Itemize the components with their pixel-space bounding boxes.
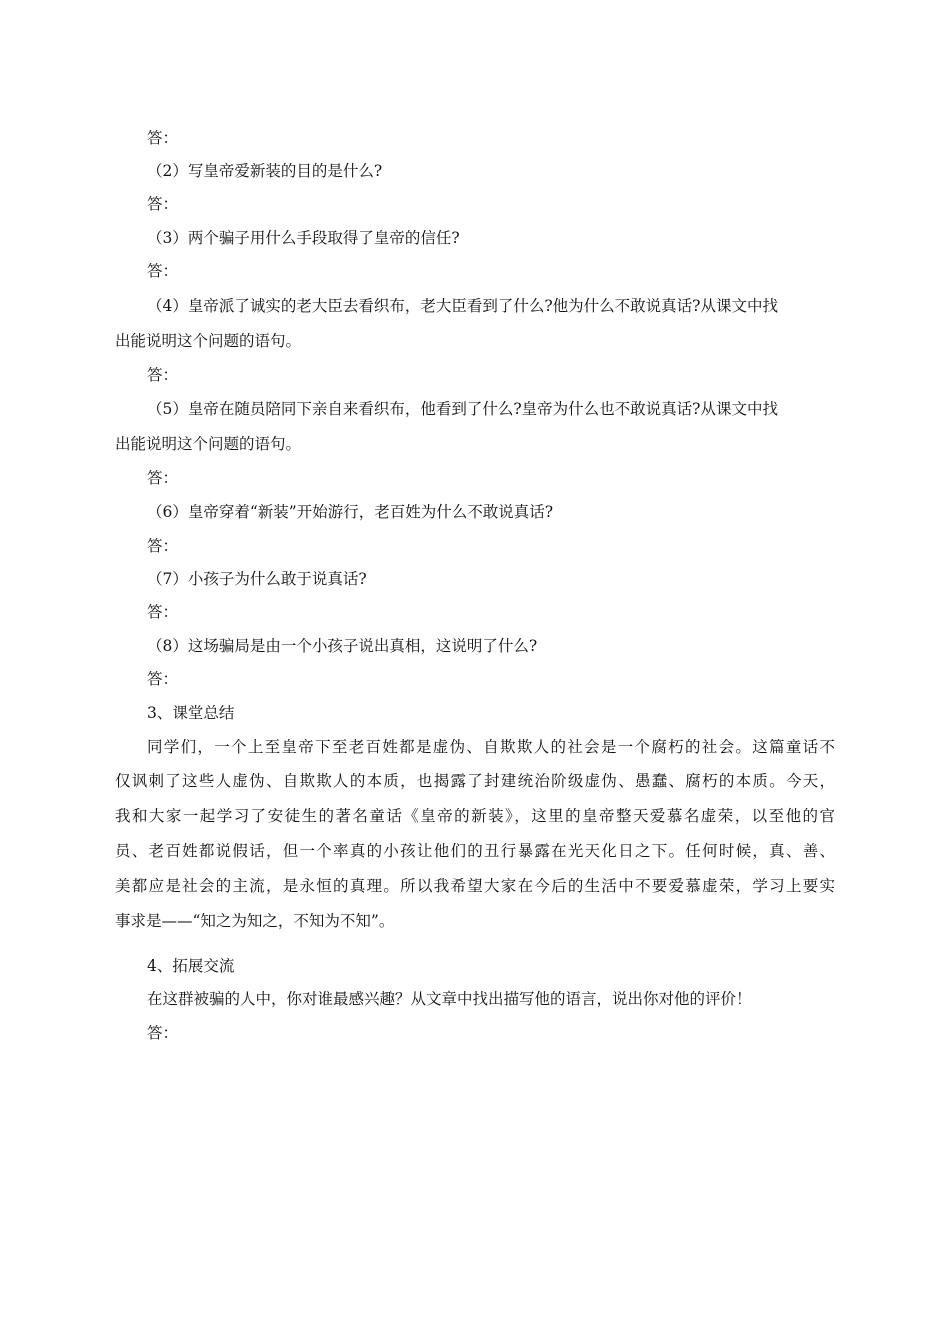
answer-line-8: 答： (147, 670, 179, 688)
section-heading-summary: 3、课堂总结 (147, 704, 235, 722)
answer-line-5: 答： (147, 469, 179, 487)
summary-line-4: 员、老百姓都说假话，但一个率真的小孩让他们的丑行暴露在光天化日之下。任何时候，真、善、 (115, 842, 835, 860)
question-4-line-2: 出能说明这个问题的语句。 (115, 332, 302, 350)
question-3: （3）两个骗子用什么手段取得了皇帝的信任? (147, 229, 460, 247)
question-8: （8）这场骗局是由一个小孩子说出真相，这说明了什么? (147, 637, 538, 655)
answer-line-2: 答： (147, 195, 179, 213)
summary-line-3: 我和大家一起学习了安徒生的著名童话《皇帝的新装》，这里的皇帝整天爱慕名虚荣，以至他的官 (115, 807, 835, 825)
answer-line-4: 答： (147, 366, 179, 384)
extension-answer: 答： (147, 1024, 179, 1042)
question-5-line-1: （5）皇帝在随员陪同下亲自来看织布，他看到了什么?皇帝为什么也不敢说真话?从课文中找 (147, 400, 778, 418)
section-heading-extension: 4、拓展交流 (147, 957, 235, 975)
question-7: （7）小孩子为什么敢于说真话? (147, 570, 367, 588)
summary-line-5: 美都应是社会的主流，是永恒的真理。所以我希望大家在今后的生活中不要爱慕虚荣，学习上要实 (115, 877, 835, 895)
question-6: （6）皇帝穿着“新装”开始游行，老百姓为什么不敢说真话? (147, 503, 554, 521)
answer-line-1: 答： (147, 129, 179, 147)
question-4-line-1: （4）皇帝派了诚实的老大臣去看织布，老大臣看到了什么?他为什么不敢说真话?从课文中找 (147, 297, 778, 315)
summary-line-1: 同学们，一个上至皇帝下至老百姓都是虚伪、自欺欺人的社会是一个腐朽的社会。这篇童话不 (147, 738, 835, 756)
question-5-line-2: 出能说明这个问题的语句。 (115, 435, 302, 453)
answer-line-6: 答： (147, 537, 179, 555)
answer-line-3: 答： (147, 262, 179, 280)
summary-line-6: 事求是——“知之为知之，不知为不知”。 (115, 912, 395, 930)
answer-line-7: 答： (147, 603, 179, 621)
extension-prompt: 在这群被骗的人中，你对谁最感兴趣？从文章中找出描写他的语言，说出你对他的评价！ (147, 990, 752, 1008)
summary-line-2: 仅讽刺了这些人虚伪、自欺欺人的本质，也揭露了封建统治阶级虚伪、愚蠢、腐朽的本质。今天， (115, 772, 835, 790)
question-2: （2）写皇帝爱新装的目的是什么? (147, 162, 383, 180)
